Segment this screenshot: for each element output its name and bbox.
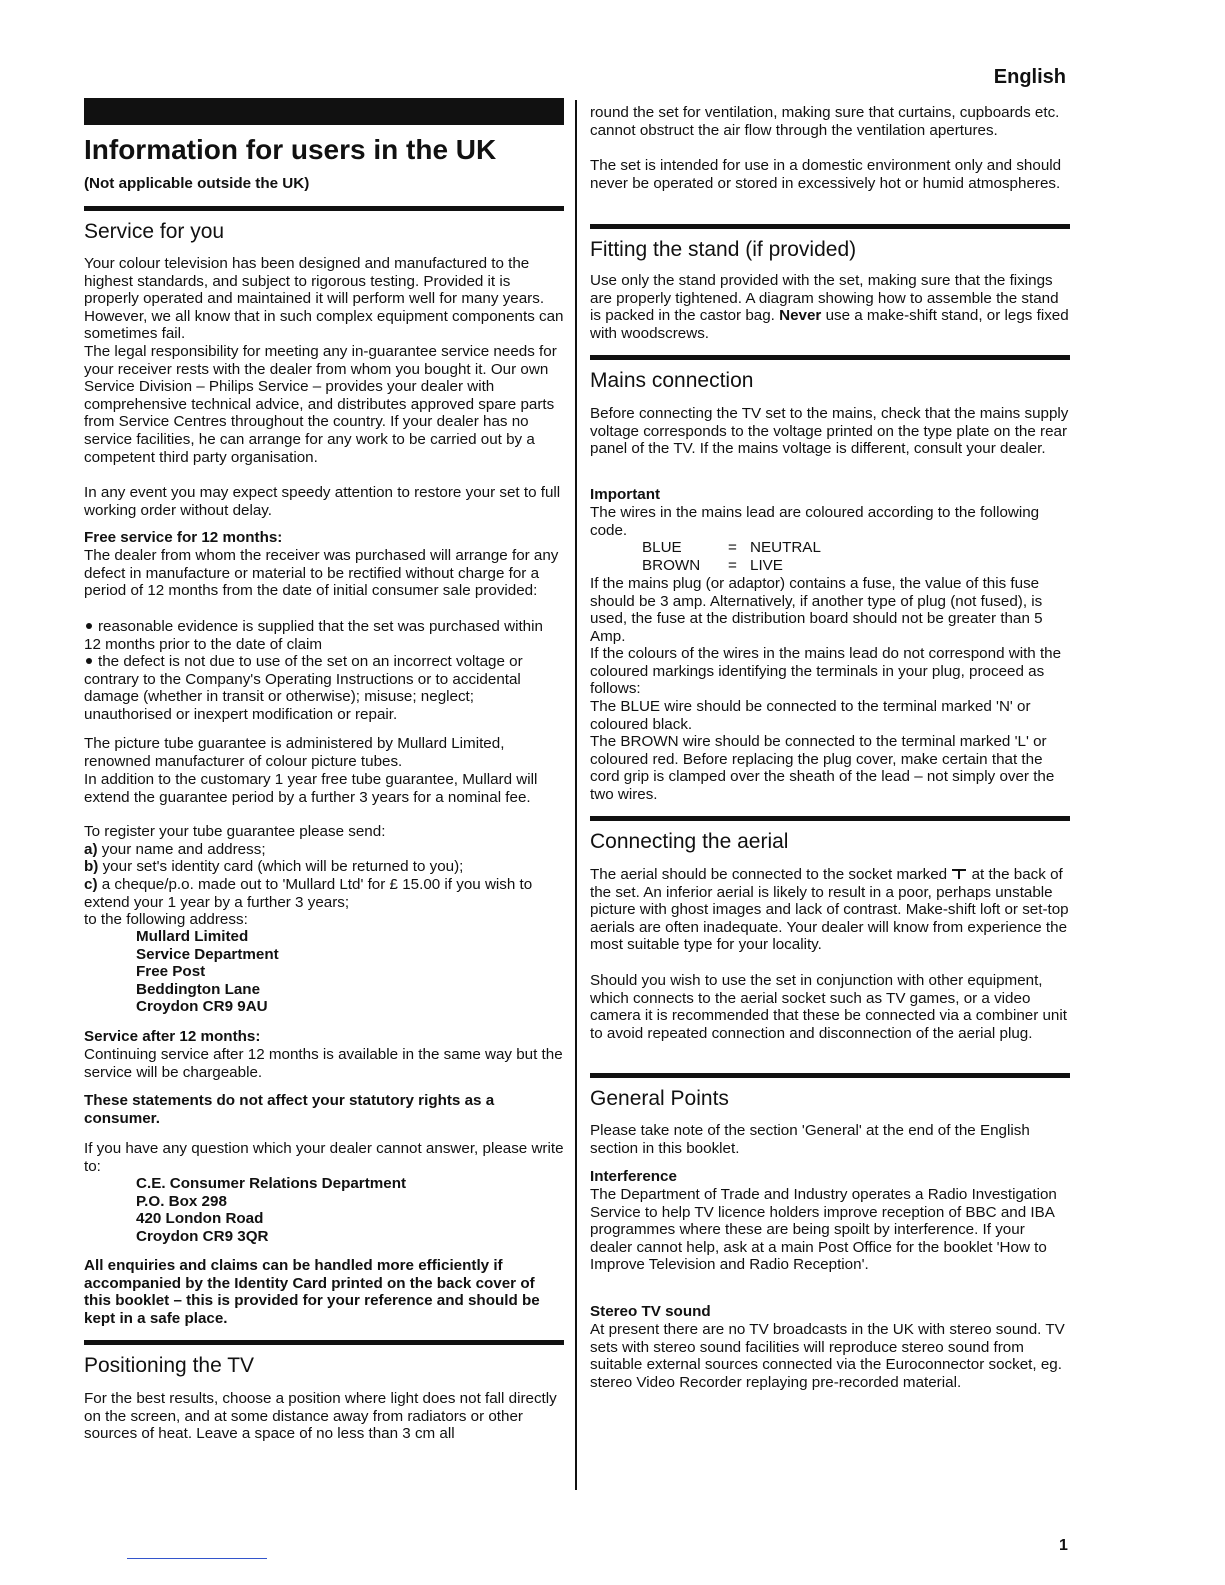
list-text: your name and address;	[101, 841, 266, 858]
bullet-item	[84, 618, 564, 653]
service-paragraph-2: The legal responsibility for meeting any in-guarantee service needs for your receiver rests with the dealer from whom you bought it. Our own Service Division – Philips Service – provides your dealer with comprehensive technical advice, and distributes approved spare parts from Service Centres throughout the country. If your dealer has no service facilities, he can arrange for any work to be carried out by a competent third party organisation.	[84, 343, 557, 466]
enquiries-note: All enquiries and claims can be handled more efficiently if accompanied by the Identity Card printed on the back cover of this booklet – this is provided for your reference and should be kept in a safe place.	[84, 1257, 540, 1327]
heading-service: Service for you	[84, 220, 225, 243]
address-line: Service Department	[136, 945, 279, 963]
wire-code	[642, 539, 821, 574]
important-heading: Important	[590, 486, 661, 503]
list-item-a	[84, 841, 564, 859]
address-line: Mullard Limited	[136, 928, 249, 945]
heading-positioning: Positioning the TV	[84, 1354, 255, 1377]
aerial-socket-icon	[951, 868, 967, 880]
bullet-icon	[86, 623, 92, 629]
stand-paragraph	[590, 272, 1070, 342]
tube-paragraph-2: In addition to the customary 1 year free tube guarantee, Mullard will extend the guarantee period by a further 3 years for a nominal fee.	[84, 771, 538, 806]
tube-paragraph-3: To register your tube guarantee please send:	[84, 823, 386, 840]
mains-paragraph-3: If the mains plug (or adaptor) contains a fuse, the value of this fuse should be 3 amp. Alternatively, if another type of plug (not fused), is used, the fuse at the distribution board should not be greater than 5 Amp.	[590, 575, 1043, 645]
wire-colour: BROWN	[642, 556, 701, 574]
to-address-text: to the following address:	[84, 911, 248, 928]
address-line: 420 London Road	[136, 1210, 264, 1228]
heading-general: General Points	[590, 1087, 729, 1110]
free-service-paragraph: The dealer from whom the receiver was purchased will arrange for any defect in manufacture or material to be rectified without charge for a period of 12 months from the date of initial consumer sale provided:	[84, 547, 559, 600]
consumer-relations-address	[84, 1175, 616, 1245]
address-line: Beddington Lane	[136, 980, 261, 998]
ventilation-paragraph: round the set for ventilation, making sure that curtains, cupboards etc. cannot obstruct the air flow through the ventilation apertures.	[590, 104, 1060, 139]
section-rule	[590, 1073, 1070, 1078]
wire-code-row	[642, 557, 821, 575]
column-divider	[575, 100, 577, 1490]
positioning-paragraph: For the best results, choose a position where light does not fall directly on the screen, and at some distance away from radiators or other sources of heat. Leave a space of no less than 3 cm all	[84, 1390, 557, 1443]
section-rule	[590, 224, 1070, 229]
bullet-icon	[86, 658, 92, 664]
address-line: Free Post	[136, 963, 206, 981]
aerial-text: The aerial should be connected to the socket marked	[590, 866, 952, 883]
section-rule	[84, 1340, 564, 1345]
address-line: C.E. Consumer Relations Department	[136, 1175, 407, 1192]
aerial-text: at the back of the set. An inferior aerial is likely to result in a poor, perhaps unstable picture with ghost images and lack of contrast. Make-shift loft or set-top aerials are often inadequate. Your dealer will know from experience the most suitable type for your locality.	[590, 866, 1069, 954]
aerial-paragraph-1	[590, 866, 1070, 954]
heading-mains: Mains connection	[590, 369, 754, 392]
list-label: b)	[84, 858, 99, 875]
mains-paragraph-6: The BROWN wire should be connected to the terminal marked 'L' or coloured red. Before replacing the plug cover, make certain that the cord grip is clamped over the sheath of the lead – not simply over the two wires.	[590, 733, 1055, 803]
section-rule	[590, 355, 1070, 360]
wire-equals: =	[728, 539, 737, 556]
list-text: a cheque/p.o. made out to 'Mullard Ltd' for £ 15.00 if you wish to extend your 1 year by a further 3 years;	[84, 876, 533, 911]
statutory-rights-note: These statements do not affect your statutory rights as a consumer.	[84, 1092, 495, 1127]
service-paragraph-1: Your colour television has been designed and manufactured to the highest standards, and subject to rigorous testing. Provided it is properly operated and maintained it will perform well for many years. However, we all know that in such complex equipment components can sometimes fail.	[84, 255, 564, 343]
address-line: Croydon CR9 3QR	[136, 1227, 269, 1245]
stand-emphasis: Never	[779, 307, 822, 325]
mains-paragraph-1: Before connecting the TV set to the mains, check that the mains supply voltage corresponds to the voltage printed on the type plate on the rear panel of the TV. If the mains voltage is different, consult your dealer.	[590, 405, 1069, 458]
wire-function: NEUTRAL	[750, 539, 821, 556]
tube-paragraph-1: The picture tube guarantee is administered by Mullard Limited, renowned manufacturer of colour picture tubes.	[84, 735, 505, 770]
wire-code-row	[642, 539, 821, 557]
page-number: 1	[1059, 1537, 1068, 1554]
bullet-item	[84, 653, 564, 723]
question-paragraph: If you have any question which your dealer cannot answer, please write to:	[84, 1140, 564, 1175]
page-title: Information for users in the UK	[84, 134, 497, 165]
wire-function: LIVE	[750, 556, 783, 574]
wire-equals: =	[728, 556, 737, 574]
stand-text: Use only the stand provided with the set, making sure that the fixings are properly tightened. A diagram showing how to assemble the stand is packed in the castor bag.	[590, 272, 1059, 325]
environment-paragraph: The set is intended for use in a domestic environment only and should never be operated or stored in excessively hot or humid atmospheres.	[590, 157, 1062, 192]
after-service-paragraph: Continuing service after 12 months is available in the same way but the service will be chargeable.	[84, 1046, 563, 1081]
list-item-c	[84, 876, 564, 911]
mains-paragraph-5: The BLUE wire should be connected to the terminal marked 'N' or coloured black.	[590, 698, 1031, 733]
list-label: a)	[84, 841, 98, 858]
footer-line	[127, 1558, 267, 1559]
bullet-text: reasonable evidence is supplied that the set was purchased within 12 months prior to the date of claim	[84, 618, 543, 653]
mains-paragraph-2: The wires in the mains lead are coloured according to the following code.	[590, 504, 1040, 539]
section-rule	[84, 206, 564, 211]
interference-paragraph: The Department of Trade and Industry operates a Radio Investigation Service to help TV licence holders improve reception of BBC and IBA programmes where these are being spoilt by interference. If your dealer cannot help, ask at a main Post Office for the booklet 'How to Improve Television and Radio Reception'.	[590, 1186, 1057, 1274]
heading-stand: Fitting the stand (if provided)	[590, 238, 857, 261]
list-item-b	[84, 858, 564, 876]
address-line: Croydon CR9 9AU	[136, 998, 268, 1016]
mains-paragraph-4: If the colours of the wires in the mains lead do not correspond with the coloured markings identifying the terminals in your plug, proceed as follows:	[590, 645, 1062, 698]
page-subtitle: (Not applicable outside the UK)	[84, 175, 310, 192]
bullet-text: the defect is not due to use of the set on an incorrect voltage or contrary to the Company's Operating Instructions or to accidental damage (whether in transit or otherwise); misuse; neglect; unauthorised or inexpert modification or repair.	[84, 653, 523, 723]
aerial-paragraph-2: Should you wish to use the set in conjunction with other equipment, which connects to the aerial socket such as TV games, or a video camera it is recommended that these be connected via a combiner unit to avoid repeated connection and disconnection of the aerial plug.	[590, 972, 1067, 1042]
service-paragraph-3: In any event you may expect speedy attention to restore your set to full working order without delay.	[84, 484, 561, 519]
list-label: c)	[84, 876, 98, 893]
title-bar-decoration	[84, 98, 564, 125]
section-rule	[590, 816, 1070, 821]
general-paragraph-1: Please take note of the section 'General' at the end of the English section in this booklet.	[590, 1122, 1030, 1157]
stereo-heading: Stereo TV sound	[590, 1303, 711, 1320]
after-service-heading: Service after 12 months:	[84, 1028, 261, 1045]
wire-colour: BLUE	[642, 539, 682, 556]
stereo-paragraph: At present there are no TV broadcasts in the UK with stereo sound. TV sets with stereo sound facilities will reproduce stereo sound from suitable external sources connected via the Euroconnector socket, eg. stereo Video Recorder replaying pre-recorded material.	[590, 1321, 1065, 1391]
list-text: your set's identity card (which will be returned to you);	[102, 858, 464, 875]
free-service-heading: Free service for 12 months:	[84, 529, 283, 546]
wire-code-table	[590, 539, 1122, 574]
language-label: English	[993, 66, 1066, 88]
address-line: P.O. Box 298	[136, 1192, 227, 1210]
heading-aerial: Connecting the aerial	[590, 830, 789, 853]
mullard-address	[84, 928, 616, 1016]
interference-heading: Interference	[590, 1168, 677, 1185]
stand-text: use a make-shift stand, or legs fixed with woodscrews.	[590, 307, 1069, 342]
